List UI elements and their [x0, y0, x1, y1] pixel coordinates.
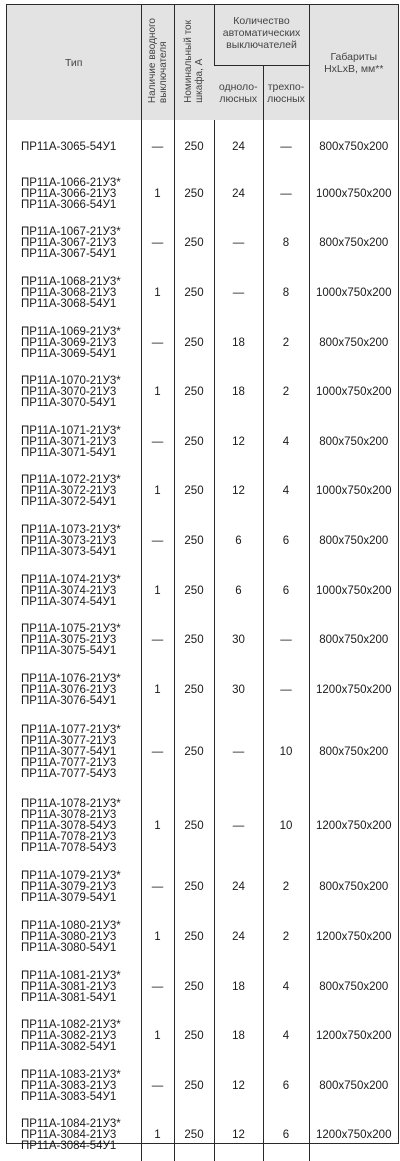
dimensions-cell: 800х750х200 — [309, 517, 398, 567]
type-cell: ПР11А-1077-21У3* ПР11А-3077-21У3 ПР11А-3077-54У1 ПР11А-7077-21У3 ПР11А-7077-54У3 — [21, 723, 121, 780]
type-cell: ПР11А-1080-21У3* ПР11А-3080-21У3 ПР11А-3080-54У1 — [21, 920, 121, 955]
header-rated-current-label: Номинальный ток шкафа, А — [183, 19, 205, 103]
header-rated-current — [174, 5, 214, 120]
type-cell: ПР11А-1068-21У3* ПР11А-3068-21У3 ПР11А-3068-54У1 — [21, 276, 121, 311]
input-switch-cell: 1 — [141, 1111, 174, 1161]
dimensions-cell: 800х750х200 — [309, 219, 398, 269]
rated-current-cell: 250 — [174, 863, 214, 913]
input-switch-cell: — — [141, 1062, 174, 1112]
table-row — [7, 120, 398, 170]
type-cell: ПР11А-1066-21У3* ПР11А-3066-21У3 ПР11А-3066-54У1 — [21, 176, 121, 211]
rated-current-cell: 250 — [174, 616, 214, 666]
input-switch-cell: — — [141, 120, 174, 170]
type-cell: ПР11А-1071-21У3* ПР11А-3071-21У3 ПР11А-3071-54У1 — [21, 424, 121, 459]
header-input-switch-label: Наличие вводного выключателя — [146, 18, 169, 104]
three-pole-cell: — — [263, 170, 309, 220]
type-cell: ПР11А-1075-21У3* ПР11А-3075-21У3 ПР11А-3075-54У1 — [21, 623, 121, 658]
rated-current-cell: 250 — [174, 1062, 214, 1112]
rated-current-cell: 250 — [174, 913, 214, 963]
dimensions-cell: 800х750х200 — [309, 418, 398, 468]
dimensions-cell: 1000х750х200 — [309, 269, 398, 319]
table-row — [7, 913, 398, 963]
table-row — [7, 170, 398, 220]
dimensions-cell: 1200х750х200 — [309, 1012, 398, 1062]
rated-current-cell: 250 — [174, 789, 214, 863]
type-cell: ПР11А-1081-21У3* ПР11А-3081-21У3 ПР11А-3081-54У1 — [21, 969, 121, 1004]
three-pole-cell: 6 — [263, 1111, 309, 1161]
input-switch-cell: — — [141, 962, 174, 1012]
header-single-pole: одноло- люсных — [214, 66, 263, 121]
table-row — [7, 517, 398, 567]
three-pole-cell: 2 — [263, 863, 309, 913]
three-pole-cell: 10 — [263, 789, 309, 863]
single-pole-cell: 12 — [214, 1111, 263, 1161]
rated-current-cell: 250 — [174, 318, 214, 368]
specification-table-frame — [6, 4, 399, 1153]
header-dimensions: Габариты HxLxB, мм** — [309, 5, 398, 120]
single-pole-cell: — — [214, 219, 263, 269]
single-pole-cell: 18 — [214, 318, 263, 368]
table-row — [7, 616, 398, 666]
table-row — [7, 368, 398, 418]
header-input-switch — [141, 5, 174, 120]
input-switch-cell: — — [141, 715, 174, 789]
input-switch-cell: 1 — [141, 269, 174, 319]
three-pole-cell: 2 — [263, 368, 309, 418]
input-switch-cell: — — [141, 616, 174, 666]
rated-current-cell: 250 — [174, 962, 214, 1012]
table-row — [7, 962, 398, 1012]
type-cell: ПР11А-1073-21У3* ПР11А-3073-21У3 ПР11А-3073-54У1 — [21, 524, 121, 559]
single-pole-cell: 24 — [214, 863, 263, 913]
dimensions-cell: 1000х750х200 — [309, 566, 398, 616]
input-switch-cell: 1 — [141, 1012, 174, 1062]
input-switch-cell: 1 — [141, 913, 174, 963]
dimensions-cell: 1000х750х200 — [309, 467, 398, 517]
input-switch-cell: 1 — [141, 467, 174, 517]
input-switch-cell: 1 — [141, 666, 174, 716]
three-pole-cell: — — [263, 666, 309, 716]
table-row — [7, 715, 398, 789]
single-pole-cell: 12 — [214, 418, 263, 468]
input-switch-cell: — — [141, 517, 174, 567]
table-row — [7, 566, 398, 616]
input-switch-cell: — — [141, 863, 174, 913]
rated-current-cell: 250 — [174, 467, 214, 517]
header-three-pole: трехпо- люсных — [263, 66, 309, 121]
three-pole-cell: 6 — [263, 1062, 309, 1112]
rated-current-cell: 250 — [174, 1012, 214, 1062]
type-cell: ПР11А-1082-21У3* ПР11А-3082-21У3 ПР11А-3082-54У1 — [21, 1019, 121, 1054]
table-row — [7, 1012, 398, 1062]
type-cell: ПР11А-1072-21У3* ПР11А-3072-21У3 ПР11А-3072-54У1 — [21, 474, 121, 509]
input-switch-cell: — — [141, 418, 174, 468]
dimensions-cell: 1200х750х200 — [309, 1111, 398, 1161]
type-cell: ПР11А-1069-21У3* ПР11А-3069-21У3 ПР11А-3069-54У1 — [21, 325, 121, 360]
table-row — [7, 219, 398, 269]
table-row — [7, 863, 398, 913]
dimensions-cell: 800х750х200 — [309, 1062, 398, 1112]
rated-current-cell: 250 — [174, 666, 214, 716]
table-row — [7, 1062, 398, 1112]
three-pole-cell: 8 — [263, 269, 309, 319]
type-cell: ПР11А-1078-21У3* ПР11А-3078-21У3 ПР11А-3078-54У3 ПР11А-7078-21У3 ПР11А-7078-54У3 — [21, 797, 121, 854]
type-cell: ПР11А-1074-21У3* ПР11А-3074-21У3 ПР11А-3074-54У1 — [21, 573, 121, 608]
single-pole-cell: 12 — [214, 467, 263, 517]
single-pole-cell: 18 — [214, 962, 263, 1012]
single-pole-cell: 24 — [214, 170, 263, 220]
three-pole-cell: 6 — [263, 517, 309, 567]
table-body — [7, 120, 398, 1161]
table-row — [7, 1111, 398, 1161]
input-switch-cell: 1 — [141, 368, 174, 418]
rated-current-cell: 250 — [174, 269, 214, 319]
single-pole-cell: 18 — [214, 368, 263, 418]
single-pole-cell: 30 — [214, 616, 263, 666]
three-pole-cell: 2 — [263, 913, 309, 963]
rated-current-cell: 250 — [174, 418, 214, 468]
rated-current-cell: 250 — [174, 517, 214, 567]
single-pole-cell: — — [214, 715, 263, 789]
single-pole-cell: 18 — [214, 1012, 263, 1062]
input-switch-cell: 1 — [141, 789, 174, 863]
rated-current-cell: 250 — [174, 170, 214, 220]
header-breakers-group: Количество автоматических выключателей — [214, 5, 309, 66]
dimensions-cell: 1000х750х200 — [309, 170, 398, 220]
rated-current-cell: 250 — [174, 715, 214, 789]
table-row — [7, 666, 398, 716]
single-pole-cell: — — [214, 269, 263, 319]
rated-current-cell: 250 — [174, 120, 214, 170]
type-cell: ПР11А-1076-21У3* ПР11А-3076-21У3 ПР11А-3076-54У1 — [21, 672, 121, 707]
dimensions-cell: 800х750х200 — [309, 616, 398, 666]
rated-current-cell: 250 — [174, 1111, 214, 1161]
single-pole-cell: 12 — [214, 1062, 263, 1112]
three-pole-cell: 2 — [263, 318, 309, 368]
input-switch-cell: 1 — [141, 566, 174, 616]
three-pole-cell: — — [263, 616, 309, 666]
type-cell: ПР11А-1079-21У3* ПР11А-3079-21У3 ПР11А-3079-54У1 — [21, 870, 121, 905]
dimensions-cell: 1000х750х200 — [309, 368, 398, 418]
type-cell: ПР11А-3065-54У1 — [21, 141, 117, 154]
three-pole-cell: 6 — [263, 566, 309, 616]
rated-current-cell: 250 — [174, 219, 214, 269]
three-pole-cell: 4 — [263, 467, 309, 517]
table-row — [7, 467, 398, 517]
table-row — [7, 318, 398, 368]
type-cell: ПР11А-1084-21У3* ПР11А-3084-21У3 ПР11А-3084-54У1 — [21, 1118, 121, 1153]
single-pole-cell: 30 — [214, 666, 263, 716]
input-switch-cell: — — [141, 318, 174, 368]
rated-current-cell: 250 — [174, 368, 214, 418]
dimensions-cell: 1200х750х200 — [309, 913, 398, 963]
single-pole-cell: — — [214, 789, 263, 863]
dimensions-cell: 1200х750х200 — [309, 789, 398, 863]
single-pole-cell: 24 — [214, 120, 263, 170]
specification-table — [7, 5, 398, 1161]
input-switch-cell: — — [141, 219, 174, 269]
three-pole-cell: 8 — [263, 219, 309, 269]
single-pole-cell: 6 — [214, 517, 263, 567]
type-cell: ПР11А-1067-21У3* ПР11А-3067-21У3 ПР11А-3067-54У1 — [21, 226, 121, 261]
type-cell: ПР11А-1070-21У3* ПР11А-3070-21У3 ПР11А-3070-54У1 — [21, 375, 121, 410]
dimensions-cell: 800х750х200 — [309, 962, 398, 1012]
dimensions-cell: 800х750х200 — [309, 863, 398, 913]
single-pole-cell: 24 — [214, 913, 263, 963]
three-pole-cell: 4 — [263, 962, 309, 1012]
table-row — [7, 789, 398, 863]
table-header — [7, 5, 398, 120]
three-pole-cell: 4 — [263, 1012, 309, 1062]
table-row — [7, 269, 398, 319]
single-pole-cell: 6 — [214, 566, 263, 616]
dimensions-cell: 800х750х200 — [309, 120, 398, 170]
header-type: Тип — [7, 5, 141, 120]
table-row — [7, 418, 398, 468]
dimensions-cell: 800х750х200 — [309, 318, 398, 368]
type-cell: ПР11А-1083-21У3* ПР11А-3083-21У3 ПР11А-3083-54У1 — [21, 1068, 121, 1103]
three-pole-cell: 10 — [263, 715, 309, 789]
three-pole-cell: 4 — [263, 418, 309, 468]
rated-current-cell: 250 — [174, 566, 214, 616]
dimensions-cell: 1200х750х200 — [309, 666, 398, 716]
dimensions-cell: 800х750х200 — [309, 715, 398, 789]
three-pole-cell: — — [263, 120, 309, 170]
input-switch-cell: 1 — [141, 170, 174, 220]
